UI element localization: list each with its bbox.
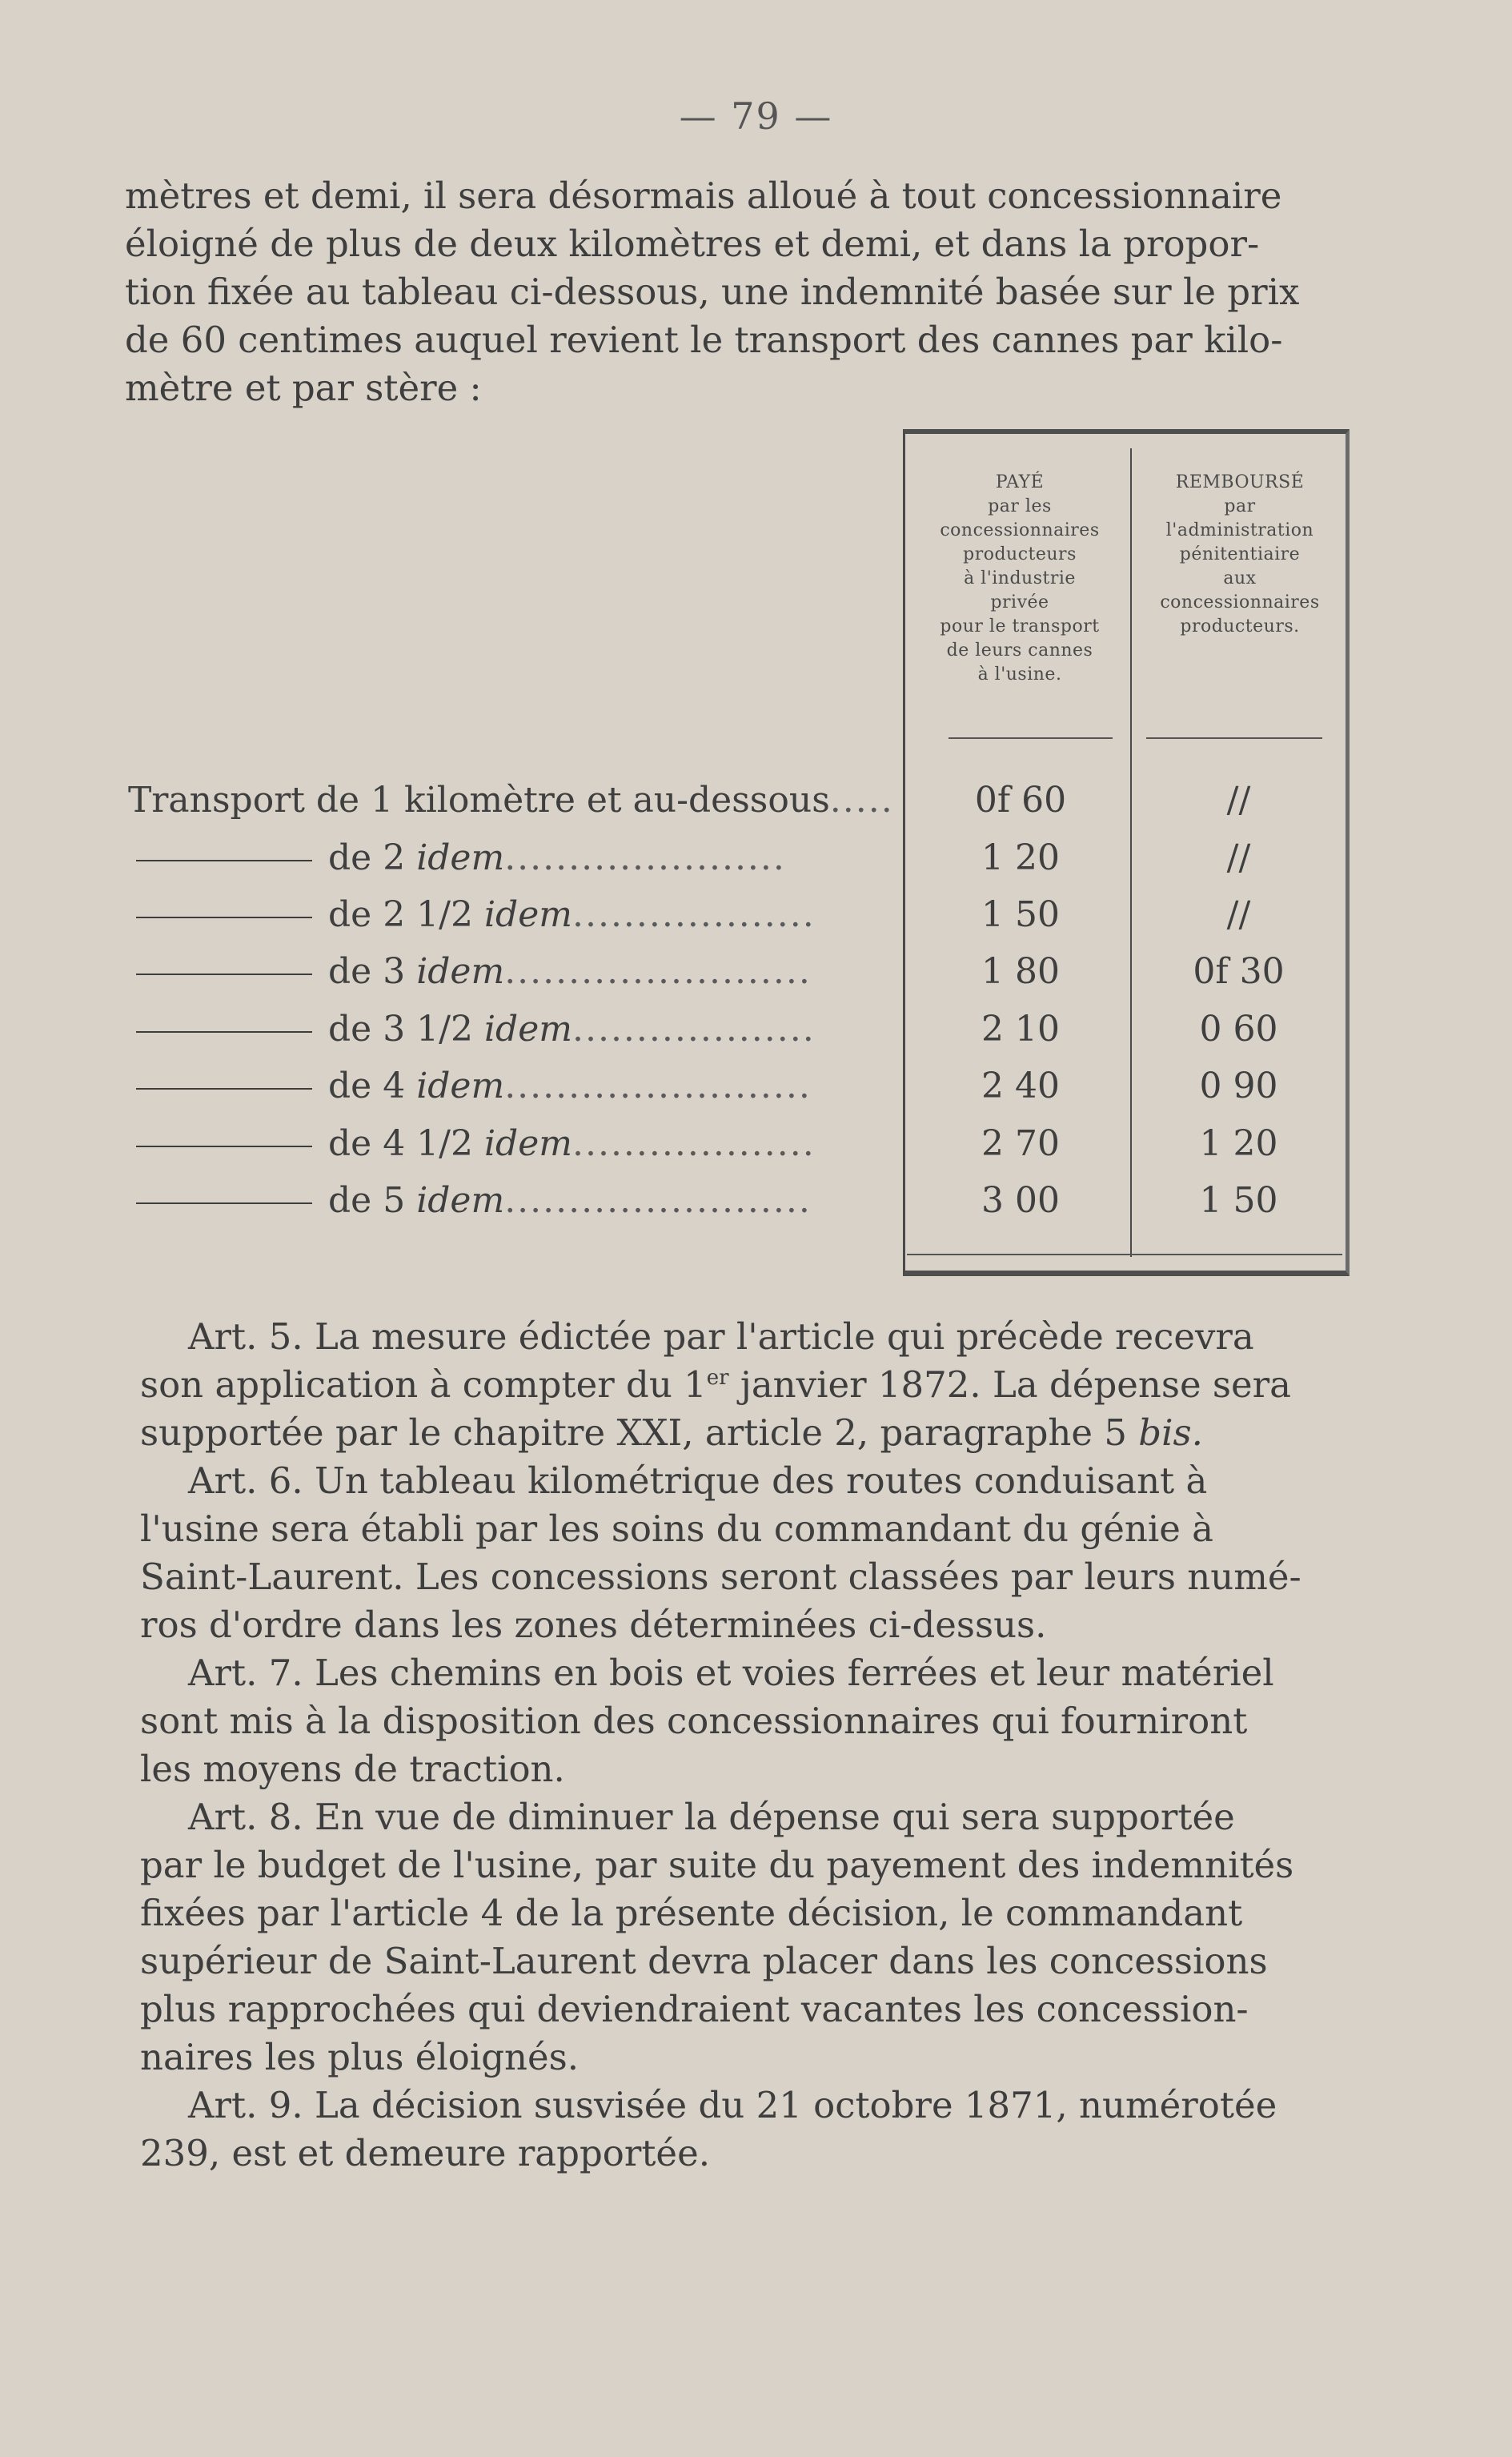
- intro-paragraph: [125, 172, 1358, 412]
- table-row: [0, 1120, 1512, 1168]
- cell-rembourse: //: [1226, 837, 1251, 878]
- table-row: [0, 1006, 1512, 1054]
- article-text: Art. 9. La décision susvisée du 21 octobre 1871, numérotée: [188, 2084, 1277, 2126]
- cell-paye: 1 50: [981, 894, 1060, 935]
- article-line: [140, 1553, 1353, 1601]
- row-label-idem: idem: [483, 894, 572, 935]
- header-paye-line: privée: [990, 592, 1049, 612]
- table-row: [0, 1177, 1512, 1225]
- article-italic: bis.: [1138, 1411, 1203, 1454]
- header-rembourse-line: l'administration: [1165, 520, 1314, 540]
- articles-text: [140, 1313, 1353, 2178]
- row-label-text: de 2 1/2: [328, 894, 473, 935]
- row-label-text: de 5: [328, 1180, 406, 1221]
- article-text: naires les plus éloignés.: [140, 2036, 580, 2078]
- header-rembourse-line: concessionnaires: [1160, 592, 1320, 612]
- header-rembourse-line: REMBOURSÉ: [1175, 472, 1305, 492]
- article-text: sont mis à la disposition des concessionnaires qui fourniront: [140, 1700, 1248, 1742]
- article-line: [140, 1409, 1353, 1457]
- article-text: 239, est et demeure rapportée.: [140, 2132, 711, 2174]
- intro-line: éloigné de plus de deux kilomètres et demi, et dans la propor-: [125, 223, 1260, 265]
- header-paye-line: à l'industrie: [964, 568, 1076, 588]
- article-text: supportée par le chapitre XXI, article 2, paragraphe 5: [140, 1411, 1139, 1454]
- header-rule-paye: [949, 737, 1113, 739]
- row-label: [128, 1177, 896, 1225]
- header-paye-line: pour le transport: [940, 616, 1100, 636]
- article-line: [140, 1937, 1353, 1985]
- ditto-dash: [136, 1202, 312, 1204]
- ditto-dash: [136, 917, 312, 918]
- article-text: son application à compter du 1: [140, 1363, 707, 1406]
- row-label: [128, 891, 896, 939]
- header-rembourse-line: par: [1224, 496, 1256, 516]
- ditto-dash: [136, 1031, 312, 1033]
- ditto-dash: [136, 860, 312, 861]
- row-label: [128, 1062, 896, 1110]
- article-line: [140, 1505, 1353, 1553]
- row-label: [128, 1120, 896, 1168]
- row-label-idem: idem: [416, 1180, 505, 1221]
- article-text: Saint-Laurent. Les concessions seront classées par leurs numé-: [140, 1556, 1301, 1598]
- intro-line: mètre et par stère :: [125, 367, 482, 409]
- cell-paye: 1 80: [981, 951, 1060, 992]
- article-line: [140, 2033, 1353, 2082]
- article-line: [140, 1793, 1353, 1841]
- row-label-text: de 3 1/2: [328, 1009, 473, 1050]
- row-label-idem: idem: [483, 1123, 572, 1164]
- article-line: [140, 2082, 1353, 2130]
- cell-rembourse: 1 50: [1199, 1180, 1278, 1221]
- header-paye-line: producteurs: [963, 544, 1077, 564]
- ditto-dash: [136, 974, 312, 975]
- dot-leader: ......................: [504, 837, 786, 878]
- article-line: [140, 1601, 1353, 1649]
- header-paye-line: par les: [988, 496, 1052, 516]
- row-label: [128, 777, 896, 825]
- cell-rembourse: 1 20: [1199, 1123, 1278, 1164]
- cell-paye: 3 00: [981, 1180, 1060, 1221]
- article-line: [140, 1841, 1353, 1889]
- row-label-text: de 4 1/2: [328, 1123, 473, 1164]
- cell-rembourse: 0 60: [1199, 1009, 1278, 1050]
- row-label: [128, 1006, 896, 1054]
- header-rembourse-line: pénitentiaire: [1179, 544, 1301, 564]
- row-label-idem: idem: [483, 1009, 572, 1050]
- article-line: [140, 1649, 1353, 1697]
- article-line: [140, 1889, 1353, 1937]
- cell-rembourse: //: [1226, 894, 1251, 935]
- row-label-idem: idem: [416, 1066, 505, 1106]
- article-text: supérieur de Saint-Laurent devra placer dans les concessions: [140, 1940, 1268, 1982]
- superscript: er: [706, 1366, 729, 1390]
- dot-leader: ...................: [572, 1009, 816, 1050]
- row-label-text: de 3: [328, 951, 406, 992]
- header-rembourse-line: producteurs.: [1180, 616, 1300, 636]
- cell-rembourse: 0f 30: [1193, 951, 1285, 992]
- header-paye-line: de leurs cannes: [946, 640, 1093, 660]
- article-line: [140, 2130, 1353, 2178]
- cell-rembourse: 0 90: [1199, 1066, 1278, 1106]
- dot-leader: ........................: [504, 1180, 812, 1221]
- header-paye-line: à l'usine.: [977, 664, 1062, 685]
- dot-leader: ...................: [572, 1123, 816, 1164]
- intro-line: mètres et demi, il sera désormais alloué à tout concessionnaire: [125, 175, 1282, 217]
- header-rembourse: [1135, 471, 1345, 639]
- table-row: [0, 1062, 1512, 1110]
- article-line: [140, 1697, 1353, 1745]
- ditto-dash: [136, 1088, 312, 1090]
- row-label-idem: idem: [416, 837, 505, 878]
- row-label-text: Transport de 1 kilomètre et au-dessous: [128, 780, 830, 821]
- table-row: [0, 834, 1512, 882]
- intro-line: de 60 centimes auquel revient le transport des cannes par kilo-: [125, 319, 1283, 361]
- cell-paye: 1 20: [981, 837, 1060, 878]
- row-label: [128, 948, 896, 996]
- cell-paye: 2 40: [981, 1066, 1060, 1106]
- cell-rembourse: //: [1226, 780, 1251, 821]
- article-text: Art. 7. Les chemins en bois et voies ferrées et leur matériel: [188, 1652, 1274, 1694]
- cell-paye: 2 70: [981, 1123, 1060, 1164]
- article-text: les moyens de traction.: [140, 1748, 565, 1790]
- cell-paye: 2 10: [981, 1009, 1060, 1050]
- dot-leader: ........................: [504, 951, 812, 992]
- header-paye-line: concessionnaires: [940, 520, 1100, 540]
- header-rembourse-line: aux: [1223, 568, 1257, 588]
- article-text: Art. 8. En vue de diminuer la dépense qui sera supportée: [188, 1796, 1235, 1838]
- ditto-dash: [136, 1146, 312, 1147]
- article-line: [140, 1361, 1353, 1409]
- article-text: fixées par l'article 4 de la présente décision, le commandant: [140, 1892, 1243, 1934]
- header-paye-line: PAYÉ: [995, 472, 1045, 492]
- dot-leader: ...................: [572, 894, 816, 935]
- dot-leader: .....: [829, 780, 894, 821]
- row-label-text: de 2: [328, 837, 406, 878]
- intro-line: tion fixée au tableau ci-dessous, une indemnité basée sur le prix: [125, 271, 1300, 313]
- article-line: [140, 1457, 1353, 1505]
- table-bottom-rule: [907, 1254, 1342, 1255]
- article-text: Art. 6. Un tableau kilométrique des routes conduisant à: [188, 1459, 1208, 1502]
- row-label-idem: idem: [416, 951, 505, 992]
- article-text: ros d'ordre dans les zones déterminées ci-dessus.: [140, 1604, 1047, 1646]
- article-text: plus rapprochées qui deviendraient vacantes les concession-: [140, 1988, 1249, 2030]
- article-line: [140, 1313, 1353, 1361]
- page-number: — 79 —: [679, 94, 833, 138]
- article-line: [140, 1985, 1353, 2033]
- table-row: [0, 948, 1512, 996]
- article-text: l'usine sera établi par les soins du commandant du génie à: [140, 1508, 1213, 1550]
- article-text: janvier 1872. La dépense sera: [728, 1363, 1291, 1406]
- cell-paye: 0f 60: [974, 780, 1067, 821]
- header-paye: [912, 471, 1127, 687]
- table-row: [0, 891, 1512, 939]
- article-text: Art. 5. La mesure édictée par l'article qui précède recevra: [188, 1315, 1254, 1358]
- article-line: [140, 1745, 1353, 1793]
- table-row: [0, 777, 1512, 825]
- header-rule-rembourse: [1146, 737, 1322, 739]
- dot-leader: ........................: [504, 1066, 812, 1106]
- row-label-text: de 4: [328, 1066, 406, 1106]
- row-label: [128, 834, 896, 882]
- article-text: par le budget de l'usine, par suite du payement des indemnités: [140, 1844, 1294, 1886]
